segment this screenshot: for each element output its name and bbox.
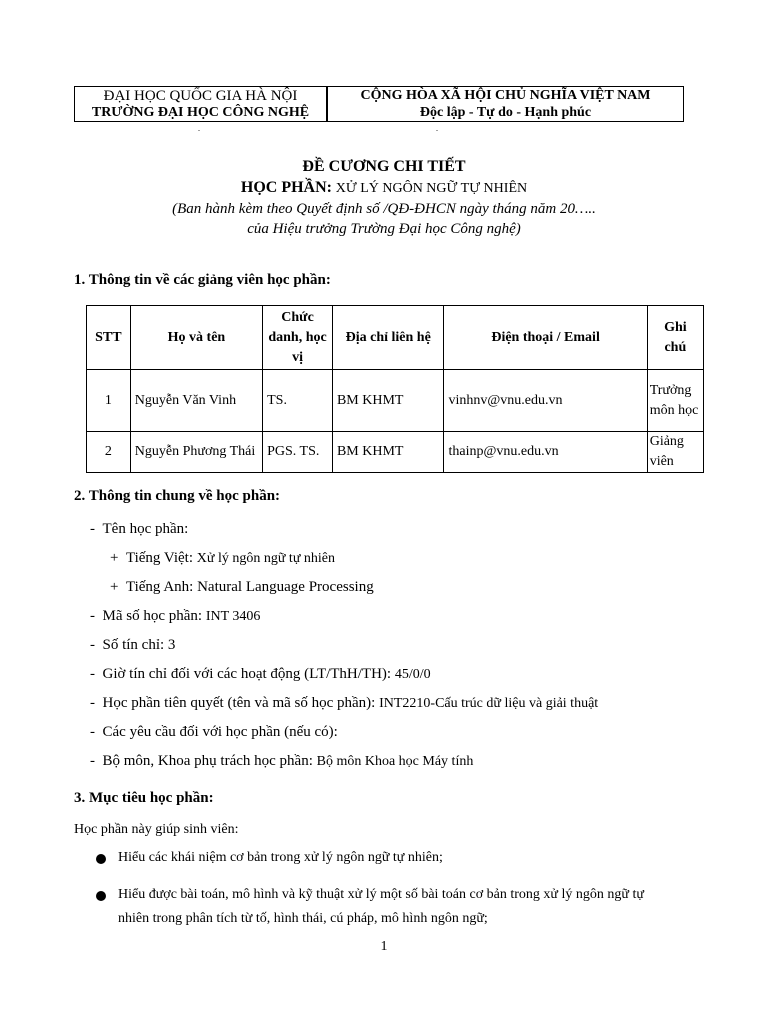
col-title: Chức danh, học vị [263, 306, 333, 370]
list-item-label: Tên học phần: [102, 521, 189, 537]
dash-marker: - [90, 753, 95, 769]
cell-name: Nguyễn Văn Vinh [130, 370, 262, 432]
country-name: CỘNG HÒA XÃ HỘI CHỦ NGHĨA VIỆT NAM [360, 88, 651, 103]
bullet-dot-icon [96, 891, 106, 901]
section1-heading: 1. Thông tin về các giảng viên học phần: [74, 272, 331, 288]
dash-marker: - [90, 608, 95, 624]
header-left-box [74, 86, 327, 122]
page-number: 1 [380, 939, 388, 954]
objective-2-line1: Hiểu được bài toán, mô hình và kỹ thuật xử lý một số bài toán cơ bản trong xử lý ngôn ngữ tự [118, 887, 644, 902]
list-item [90, 724, 338, 741]
list-item [90, 608, 260, 625]
list-item [90, 695, 598, 712]
cell-email: vinhnv@vnu.edu.vn [444, 370, 647, 432]
list-item-value: 45/0/0 [394, 667, 431, 682]
list-item-value: INT2210-Cấu trúc dữ liệu và giải thuật [379, 696, 599, 711]
list-item-value: Bộ môn Khoa học Máy tính [316, 754, 474, 769]
lecturer-table [86, 305, 704, 473]
cell-stt: 1 [87, 370, 131, 432]
section3-heading: 3. Mục tiêu học phần: [74, 790, 214, 806]
issuer-line: của Hiệu trưởng Trường Đại học Công nghệ) [247, 221, 521, 237]
course-title-value: XỬ LÝ NGÔN NGỮ TỰ NHIÊN [335, 181, 528, 196]
table-row [87, 432, 704, 473]
list-item [90, 521, 188, 538]
list-item-label: Giờ tín chỉ đối với các hoạt động (LT/ThH/TH): [102, 666, 395, 682]
dash-marker: - [90, 695, 95, 711]
dash-marker: - [90, 637, 95, 653]
list-item [90, 637, 175, 654]
list-subitem [110, 550, 335, 567]
list-item [90, 666, 431, 683]
course-title-label: HỌC PHẦN: [240, 179, 332, 196]
cell-note: Trưởng môn học [647, 370, 703, 432]
list-item-label: Số tín chỉ: 3 [102, 637, 176, 653]
section2-heading: 2. Thông tin chung về học phần: [74, 488, 281, 504]
bullet-dot-icon [96, 854, 106, 864]
dash-marker: - [90, 521, 95, 537]
list-item-value: INT 3406 [205, 609, 261, 624]
objective-2-line2: nhiên trong phân tích từ tố, hình thái, cú pháp, mô hình ngôn ngữ; [118, 911, 488, 926]
cell-name: Nguyễn Phương Thái [130, 432, 262, 473]
dash-marker: - [90, 666, 95, 682]
header-right-box [327, 86, 684, 122]
cell-title: PGS. TS. [263, 432, 333, 473]
list-item-label: Tiếng Việt: [125, 550, 197, 566]
list-item-label: Bộ môn, Khoa phụ trách học phần: [102, 753, 317, 769]
national-motto: Độc lập - Tự do - Hạnh phúc [419, 105, 592, 120]
plus-marker: + [110, 579, 119, 595]
university-name: ĐẠI HỌC QUỐC GIA HÀ NỘI [103, 88, 298, 104]
table-row [87, 370, 704, 432]
list-item-label: Các yêu cầu đối với học phần (nếu có): [102, 724, 338, 740]
list-item-value: Xử lý ngôn ngữ tự nhiên [196, 551, 336, 566]
cell-stt: 2 [87, 432, 131, 473]
header-left-dot: . [198, 124, 200, 133]
col-address: Địa chỉ liên hệ [332, 306, 444, 370]
table-header-row [87, 306, 704, 370]
col-name: Họ và tên [130, 306, 262, 370]
col-contact: Điện thoại / Email [444, 306, 647, 370]
objectives-intro: Học phần này giúp sinh viên: [74, 822, 239, 837]
document-title: ĐỀ CƯƠNG CHI TIẾT [302, 158, 466, 175]
list-subitem [110, 579, 374, 596]
decision-line: (Ban hành kèm theo Quyết định số /QĐ-ĐHCN ngày tháng năm 20….. [172, 201, 596, 217]
school-name: TRƯỜNG ĐẠI HỌC CÔNG NGHỆ [91, 105, 310, 120]
cell-email: thainp@vnu.edu.vn [444, 432, 647, 473]
cell-note: Giảng viên [647, 432, 703, 473]
list-item-label: Tiếng Anh: Natural Language Processing [125, 579, 374, 595]
cell-address: BM KHMT [332, 370, 444, 432]
col-note: Ghi chú [647, 306, 703, 370]
objective-1: Hiểu các khái niệm cơ bản trong xử lý ngôn ngữ tự nhiên; [118, 850, 443, 865]
list-item [90, 753, 473, 770]
cell-address: BM KHMT [332, 432, 444, 473]
list-item-label: Mã số học phần: [102, 608, 206, 624]
course-title [0, 179, 768, 197]
cell-title: TS. [263, 370, 333, 432]
header-right-dot: . [436, 124, 438, 133]
dash-marker: - [90, 724, 95, 740]
list-item-label: Học phần tiên quyết (tên và mã số học phần): [102, 695, 380, 711]
col-stt: STT [87, 306, 131, 370]
plus-marker: + [110, 550, 119, 566]
